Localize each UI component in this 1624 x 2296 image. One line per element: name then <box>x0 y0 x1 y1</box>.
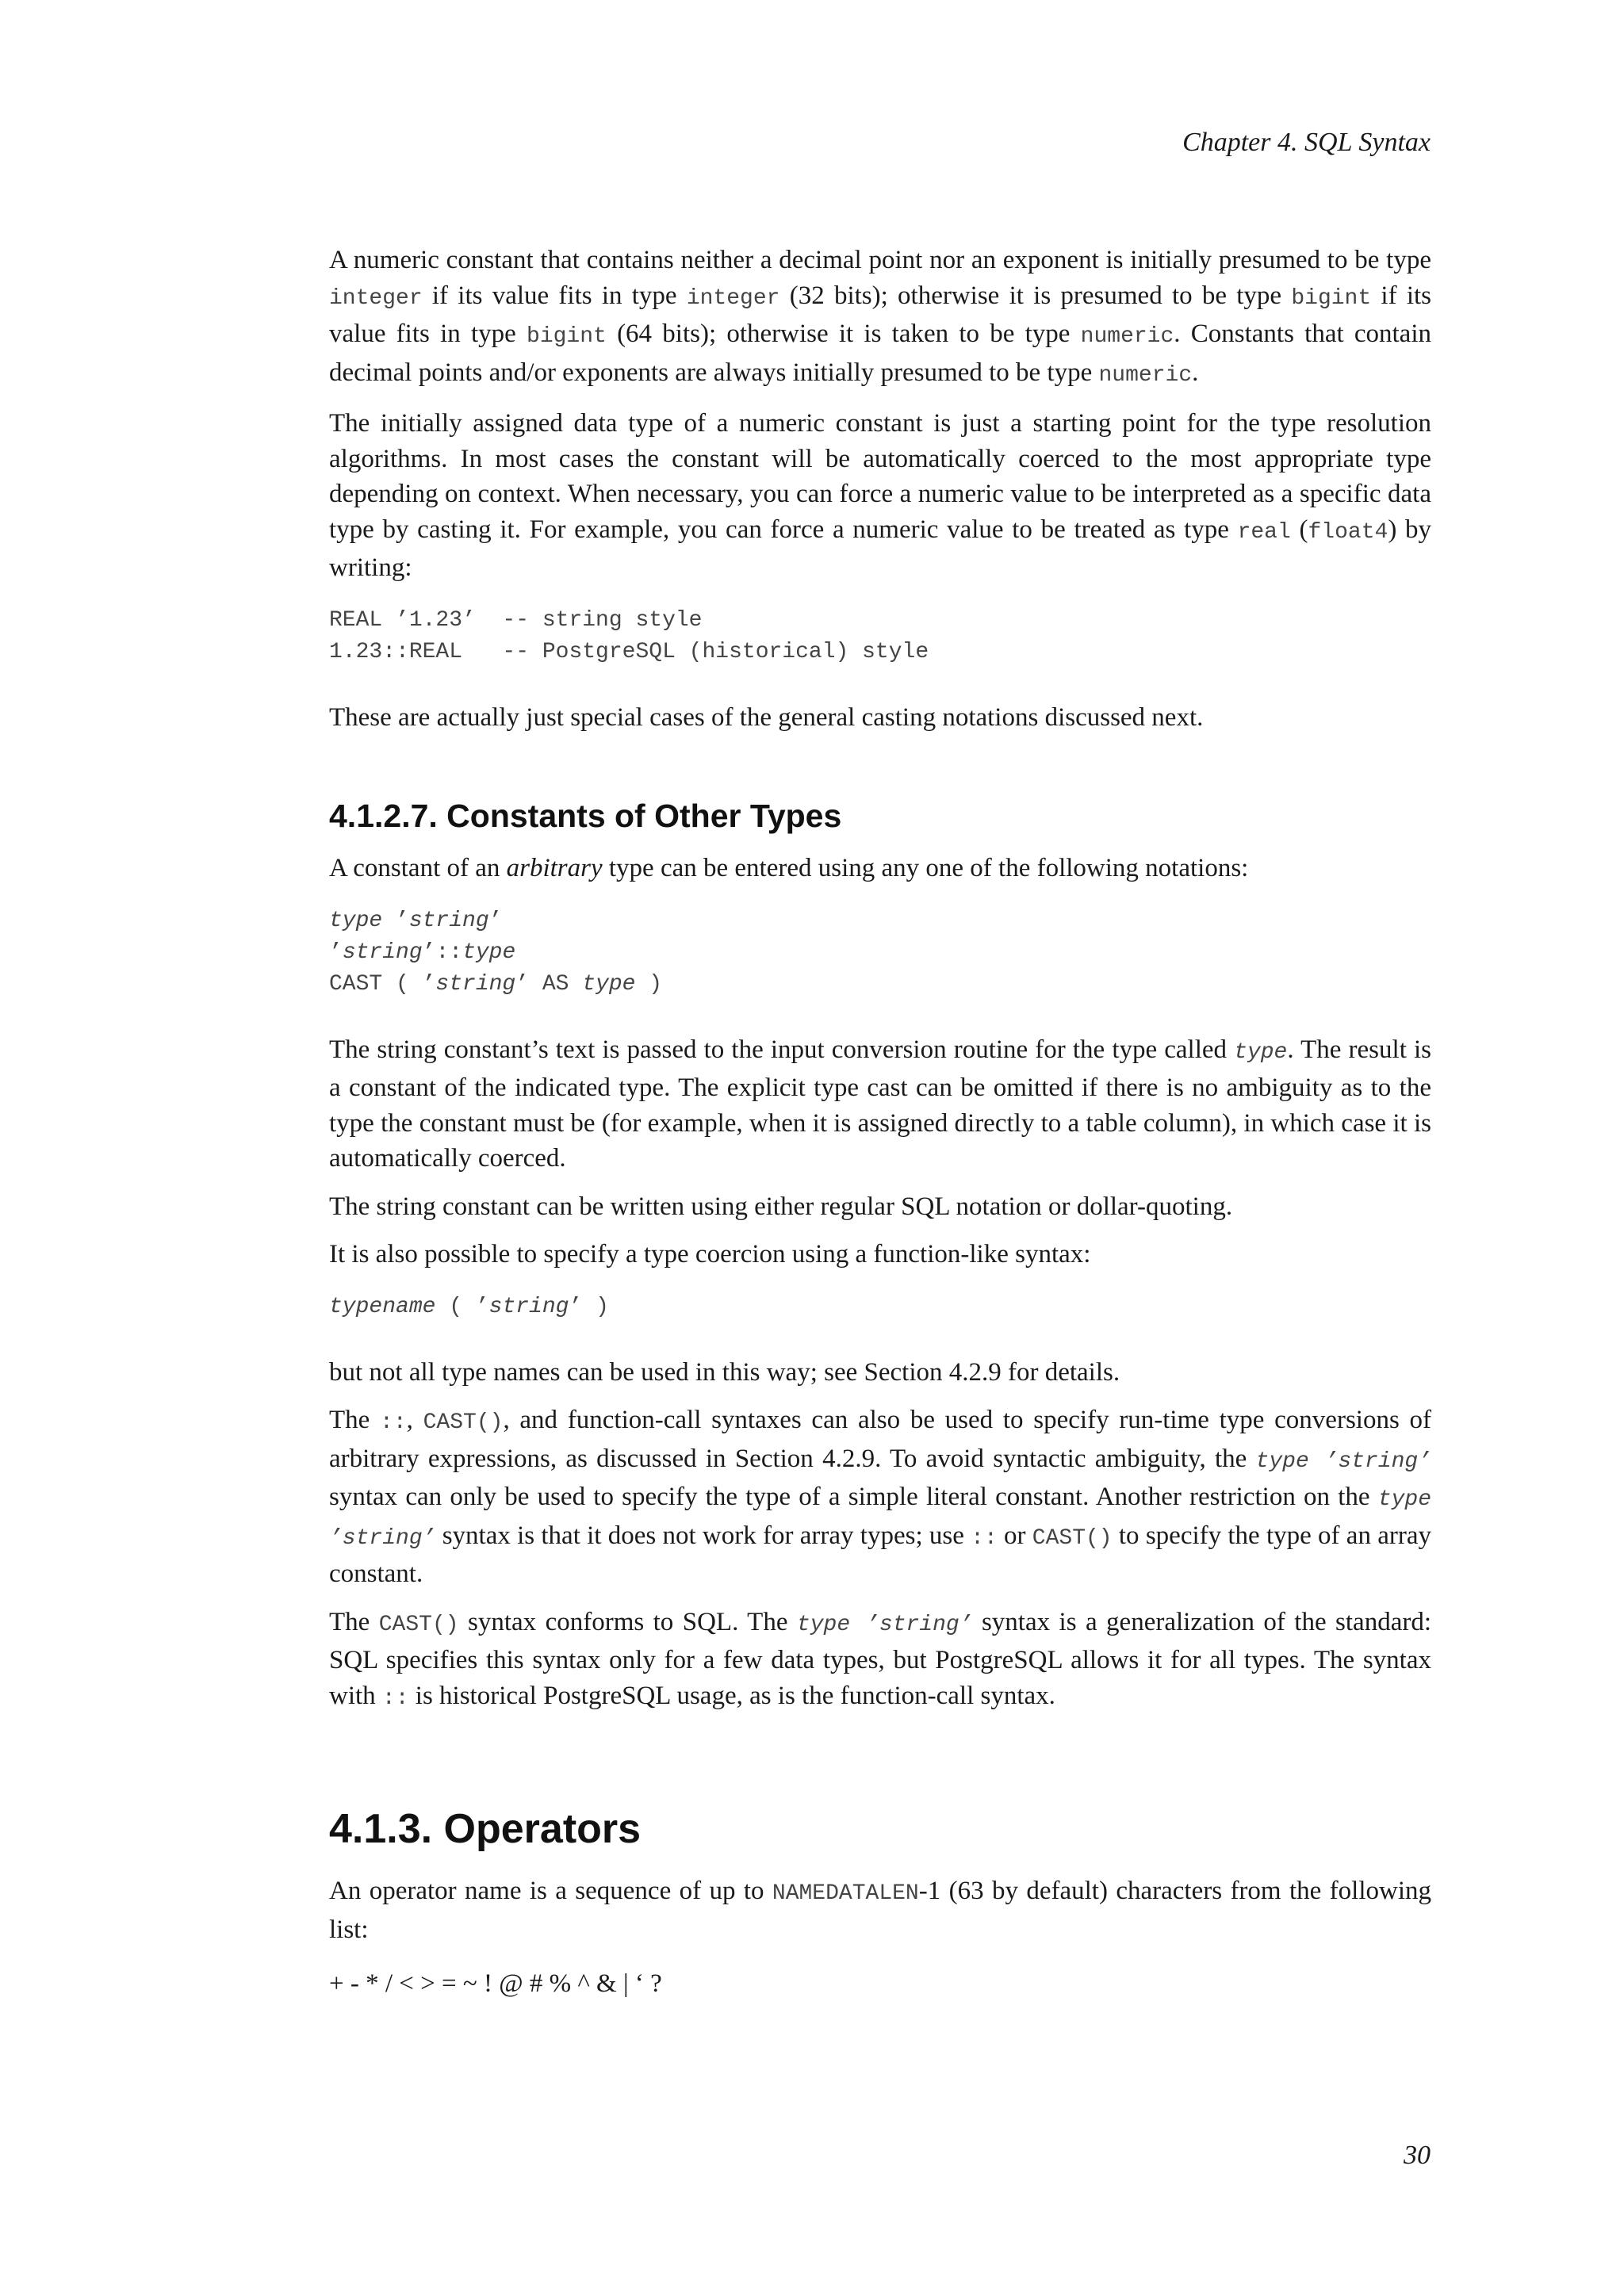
paragraph-type-resolution: The initially assigned data type of a numeric constant is just a starting point for the type resolution algorithms. In most cases the constant will be automatically coerced to the most appropriate type depending on context. When necessary, you can force a numeric value to be interpreted as a specific data type by casting it. For example, you can force a numeric value to be treated as type real (float4) by writing: <box>329 409 1431 582</box>
paragraph-operator-name: An operator name is a sequence of up to NAMEDATALEN-1 (63 by default) characters from the following list: <box>329 1877 1431 1944</box>
paragraph-type-names-limit: but not all type names can be used in this way; see Section 4.2.9 for details. <box>329 1357 1120 1387</box>
code-namedatalen: NAMEDATALEN <box>772 1881 919 1906</box>
code-real: real <box>1237 519 1291 545</box>
code-integer: integer <box>329 285 423 311</box>
code-bigint: bigint <box>527 324 607 349</box>
page-content <box>329 243 1431 2014</box>
paragraph-sql-conformance: The CAST() syntax conforms to SQL. The type ’string’ syntax is a generalization of the standard: SQL specifies this syntax only for a few data types, but PostgreSQL allows it for all types. The syntax with :: is historical PostgreSQL usage, as is the function-call syntax. <box>329 1607 1432 1711</box>
section-heading-constants-other-types: 4.1.2.7. Constants of Other Types <box>329 798 842 834</box>
code-block-typename: typename ( ’string’ ) <box>329 1294 609 1319</box>
code-numeric: numeric <box>1080 324 1174 349</box>
code-block-notations: type ’string’ ’string’::type CAST ( ’string’ AS type ) <box>329 908 663 997</box>
code-type: type <box>1234 1039 1288 1065</box>
code-block-real-cast: REAL ’1.23’ -- string style 1.23::REAL -- PostgreSQL (historical) style <box>329 607 929 664</box>
code-numeric: numeric <box>1098 362 1193 388</box>
page-number: 30 <box>1404 2141 1431 2170</box>
operator-character-list: + - * / < > = ~ ! @ # % ^ & | ‘ ? <box>329 1969 662 1998</box>
code-bigint: bigint <box>1291 285 1372 311</box>
code-float4: float4 <box>1308 519 1388 545</box>
paragraph-dollar-quoting: The string constant can be written using either regular SQL notation or dollar-quoting. <box>329 1192 1233 1221</box>
paragraph-arbitrary-type: A constant of an arbitrary type can be entered using any one of the following notations: <box>329 854 1249 882</box>
paragraph-runtime-conversions: The ::, CAST(), and function-call syntaxes can also be used to specify run-time type conversions of arbitrary expressions, as discussed in Section 4.2.9. To avoid syntactic ambiguity, the type ’string’ syntax can only be used to specify the type of a simple literal constant. Another restriction on the type ’string’ syntax is that it does not work for array types; use :: or CAST() to specify the type of an array constant. <box>329 1406 1432 1588</box>
paragraph-special-cases: These are actually just special cases of the general casting notations discussed next. <box>329 702 1204 732</box>
running-header: Chapter 4. SQL Syntax <box>1182 128 1431 157</box>
paragraph-numeric-constant-types: A numeric constant that contains neither a decimal point nor an exponent is initially presumed to be type integer if its value fits in type integer (32 bits); otherwise it is presumed to be type bigint if its value fits in type bigint (64 bits); otherwise it is taken to be type numeric. Constants that contain decimal points and/or exponents are always initially presumed to be type numeric. <box>329 246 1432 388</box>
code-integer: integer <box>686 285 780 311</box>
paragraph-input-conversion: The string constant’s text is passed to the input conversion routine for the type called type. The result is a constant of the indicated type. The explicit type cast can be omitted if there is no ambiguity as to the type the constant must be (for example, when it is assigned directly to a table column), in which case it is automatically coerced. <box>329 1035 1431 1173</box>
paragraph-function-like-syntax: It is also possible to specify a type coercion using a function-like syntax: <box>329 1240 1091 1269</box>
section-heading-operators: 4.1.3. Operators <box>329 1806 642 1852</box>
